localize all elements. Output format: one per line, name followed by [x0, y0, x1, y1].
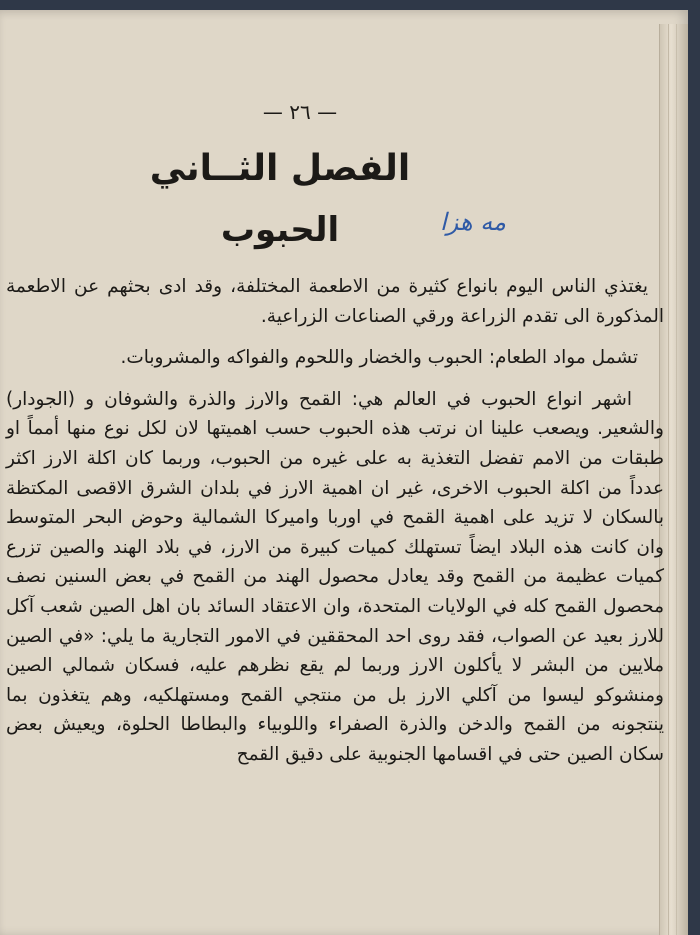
paragraph-grains: اشهر انواع الحبوب في العالم هي: القمح والارز والذرة والشوفان و (الجودار) والشعير. ويصعب علينا ان نرتب هذه الحبوب حسب اهميتها لان لكل نوع منها أمماً او طبقات من الامم تفضل التغذية به على غيره من الحبوب، وربما كان اكلة الارز اكثر عدداً من اكلة الحبوب الاخرى، غير ان اهمية الارز في بلدان الشرق الاقصى المكتظة بالسكان لا تزيد على اهمية القمح في اوربا واميركا الشمالية وحوض البحر المتوسط وان كانت هذه البلاد ايضاً تستهلك كميات كبيرة من الارز، في بلاد الهند والصين تزرع كميات عظيمة من القمح وقد يعادل محصول الهند من القمح في بعض السنين نصف محصول القمح كله في الولايات المتحدة، وان الاعتقاد السائد بان اهل الصين شعب آكل للارز بعيد عن الصواب، فقد روى احد المحققين في الامور التجارية ما يلي: «في الصين ملايين من البشر لا يأكلون الارز وربما لم يقع نظرهم عليه، فسكان شمالي الصين ومنشوكو ليسوا من آكلي الارز بل من منتجي القمح ومستهلكيه، وهم يتغذون بما ينتجونه من القمح والدخن والذرة الصفراء واللوبياء والبطاطا الحلوة، ويعيش بعض سكان الصين حتى في اقسامها الجنوبية على دقيق القمح [6, 388, 664, 765]
body-text [6, 272, 664, 782]
book-page [0, 10, 688, 935]
chapter-title: الفصل الثــاني [149, 148, 411, 189]
page-content [0, 10, 664, 935]
page-number: — ٢٦ — [262, 100, 338, 124]
paragraph-intro: يغتذي الناس اليوم بانواع كثيرة من الاطعمة المختلفة، وقد ادى بحثهم عن الاطعمة المذكورة الى تقدم الزراعة ورقي الصناعات الزراعية. [6, 276, 664, 327]
paragraph-food-types: تشمل مواد الطعام: الحبوب والخضار واللحوم والفواكه والمشروبات. [120, 347, 638, 369]
handwritten-note: مه هزا [440, 208, 506, 236]
section-title: الحبوب [220, 210, 340, 250]
